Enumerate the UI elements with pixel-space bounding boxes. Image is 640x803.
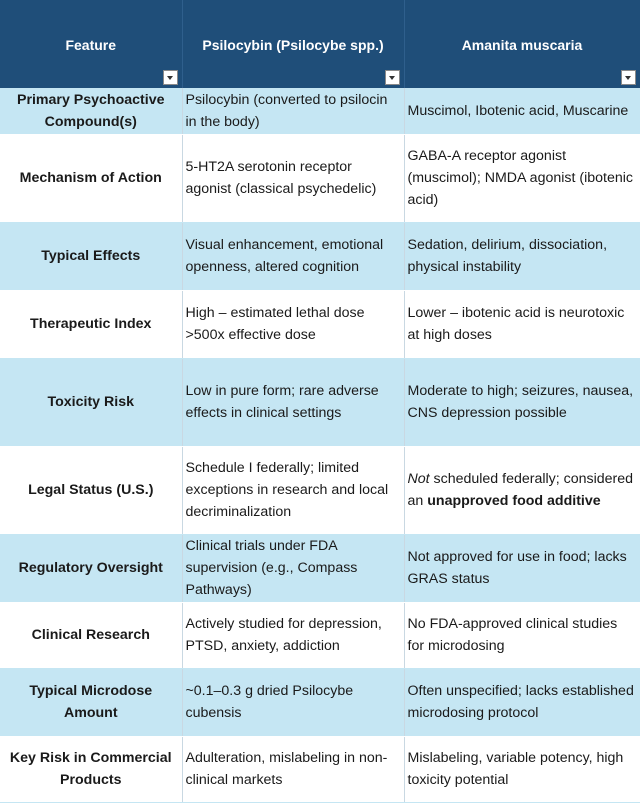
unapproved-additive-emphasis: unapproved food additive — [427, 493, 601, 509]
psilocybin-cell: ~0.1–0.3 g dried Psilocybe cubensis — [182, 668, 404, 736]
amanita-cell: Sedation, delirium, dissociation, physical instability — [404, 222, 640, 290]
header-feature — [0, 0, 182, 88]
amanita-cell: Mislabeling, variable potency, high toxicity potential — [404, 736, 640, 802]
table-row — [0, 358, 640, 446]
table-row — [0, 134, 640, 222]
feature-cell: Primary Psychoactive Compound(s) — [0, 88, 182, 134]
table-row — [0, 222, 640, 290]
amanita-cell: Moderate to high; seizures, nausea, CNS depression possible — [404, 358, 640, 446]
table-row — [0, 736, 640, 802]
feature-cell: Regulatory Oversight — [0, 534, 182, 602]
feature-cell: Mechanism of Action — [0, 134, 182, 222]
amanita-cell: GABA-A receptor agonist (muscimol); NMDA agonist (ibotenic acid) — [404, 134, 640, 222]
psilocybin-cell: Visual enhancement, emotional openness, altered cognition — [182, 222, 404, 290]
not-emphasis: Not — [407, 471, 430, 487]
table-row — [0, 446, 640, 534]
legal-status-text: scheduled federally; considered an — [407, 471, 634, 509]
header-psilocybin — [182, 0, 404, 88]
psilocybin-cell: Clinical trials under FDA supervision (e.g., Compass Pathways) — [182, 534, 404, 602]
table-header — [0, 0, 640, 88]
feature-cell: Clinical Research — [0, 602, 182, 668]
feature-cell: Legal Status (U.S.) — [0, 446, 182, 534]
amanita-cell: Lower – ibotenic acid is neurotoxic at high doses — [404, 290, 640, 358]
header-feature-label: Feature — [65, 37, 117, 53]
table-row — [0, 88, 640, 134]
table-row — [0, 602, 640, 668]
feature-cell: Toxicity Risk — [0, 358, 182, 446]
amanita-cell — [404, 446, 640, 534]
psilocybin-cell: Adulteration, mislabeling in non-clinical markets — [182, 736, 404, 802]
feature-cell: Therapeutic Index — [0, 290, 182, 358]
header-amanita — [404, 0, 640, 88]
psilocybin-cell: Schedule I federally; limited exceptions in research and local decriminalization — [182, 446, 404, 534]
amanita-cell: Muscimol, Ibotenic acid, Muscarine — [404, 88, 640, 134]
header-amanita-label: Amanita muscaria — [461, 37, 583, 53]
amanita-cell: Not approved for use in food; lacks GRAS status — [404, 534, 640, 602]
feature-cell: Key Risk in Commercial Products — [0, 736, 182, 802]
psilocybin-cell: 5-HT2A serotonin receptor agonist (classical psychedelic) — [182, 134, 404, 222]
amanita-cell: No FDA-approved clinical studies for microdosing — [404, 602, 640, 668]
filter-dropdown-icon[interactable] — [163, 70, 178, 85]
header-row — [0, 0, 640, 88]
psilocybin-cell: High – estimated lethal dose >500x effective dose — [182, 290, 404, 358]
filter-dropdown-icon[interactable] — [385, 70, 400, 85]
table-row — [0, 668, 640, 736]
header-psilocybin-label: Psilocybin (Psilocybe spp.) — [202, 37, 384, 53]
feature-cell: Typical Microdose Amount — [0, 668, 182, 736]
feature-cell: Typical Effects — [0, 222, 182, 290]
filter-dropdown-icon[interactable] — [621, 70, 636, 85]
psilocybin-cell: Low in pure form; rare adverse effects in clinical settings — [182, 358, 404, 446]
psilocybin-cell: Actively studied for depression, PTSD, anxiety, addiction — [182, 602, 404, 668]
table-row — [0, 534, 640, 602]
amanita-cell: Often unspecified; lacks established microdosing protocol — [404, 668, 640, 736]
psilocybin-cell: Psilocybin (converted to psilocin in the body) — [182, 88, 404, 134]
table-row — [0, 290, 640, 358]
